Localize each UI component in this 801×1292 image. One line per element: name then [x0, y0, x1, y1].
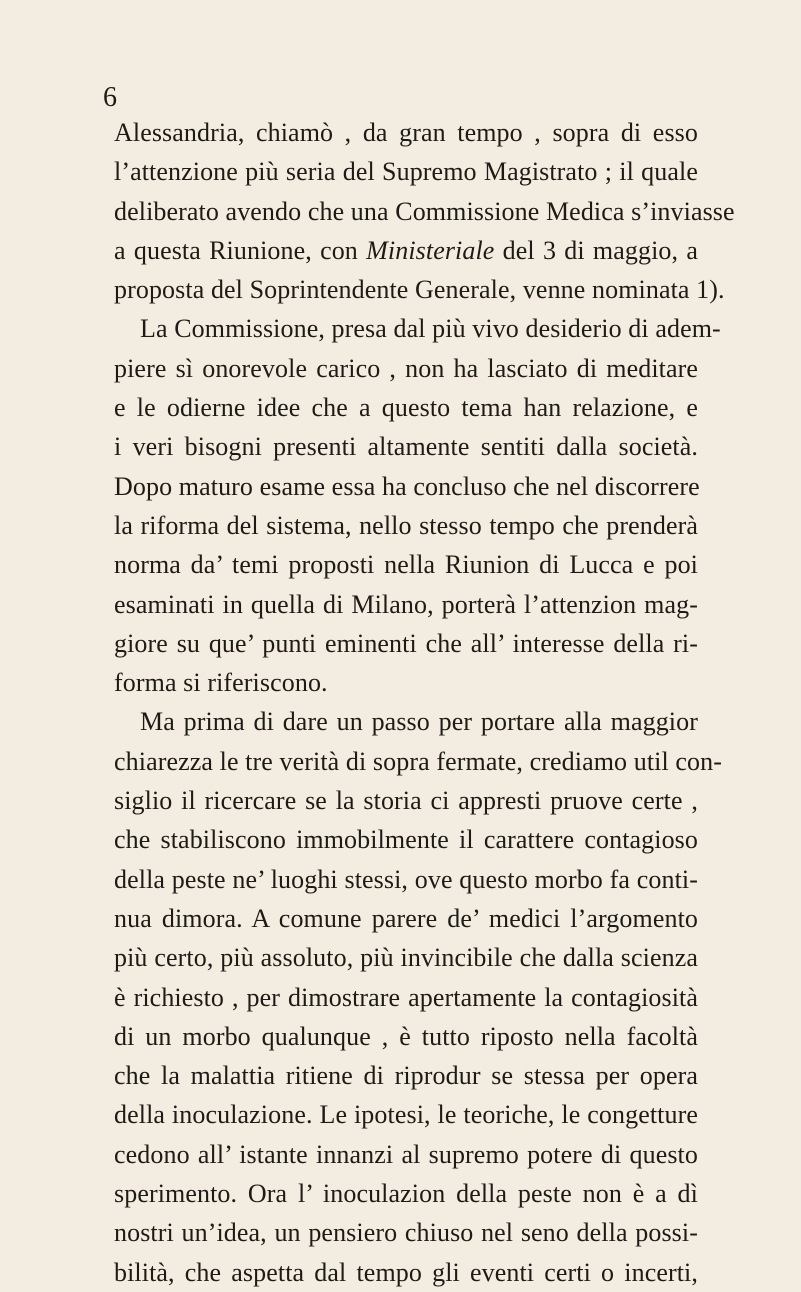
text-line: proposta del Soprintendente Generale, venne nominata 1). — [114, 275, 725, 305]
text-line: e le odierne idee che a questo tema han relazione, e — [114, 393, 698, 423]
text-line: La Commissione, presa dal più vivo desiderio di adem- — [140, 314, 721, 344]
text-line-segment: a questa Riunione, con — [114, 235, 367, 265]
text-line: della inoculazione. Le ipotesi, le teoriche, le congetture — [114, 1100, 698, 1130]
page-number: 6 — [103, 82, 117, 113]
text-line: bilità, che aspetta dal tempo gli eventi certi o incerti, — [114, 1257, 698, 1287]
text-line: cedono all’ istante innanzi al supremo potere di questo — [114, 1139, 698, 1169]
text-line: che stabiliscono immobilmente il carattere contagioso — [114, 825, 698, 855]
text-line: Alessandria, chiamò , da gran tempo , sopra di esso — [114, 118, 698, 147]
text-line: Dopo maturo esame essa ha concluso che nel discorrere — [114, 471, 700, 501]
text-line: esaminati in quella di Milano, porterà l’attenzion mag- — [114, 589, 698, 619]
text-line: norma da’ temi proposti nella Riunion di Lucca e poi — [114, 550, 698, 580]
text-line: deliberato avendo che una Commissione Medica s’inviasse — [114, 196, 735, 226]
text-line-segment: del 3 di maggio, a — [494, 235, 698, 265]
text-line: sperimento. Ora l’ inoculazion della peste non è a dì — [114, 1179, 698, 1209]
text-line: della peste ne’ luoghi stessi, ove questo morbo fa conti- — [114, 864, 698, 894]
italic-word: Ministeriale — [366, 235, 495, 265]
text-line: di un morbo qualunque , è tutto riposto nella facoltà — [114, 1021, 698, 1051]
text-line: la riforma del sistema, nello stesso tempo che prenderà — [114, 510, 698, 540]
text-line: siglio il ricercare se la storia ci appresti pruove certe , — [114, 786, 698, 816]
text-line: giore su que’ punti eminenti che all’ interesse della ri- — [114, 628, 698, 658]
body-text — [114, 113, 735, 1292]
text-line: Ma prima di dare un passo per portare alla maggior — [140, 707, 698, 737]
text-line: nua dimora. A comune parere de’ medici l’argomento — [114, 903, 698, 933]
text-line: che la malattia ritiene di riprodur se stessa per opera — [114, 1061, 698, 1091]
text-line — [114, 231, 698, 270]
text-line: è richiesto , per dimostrare apertamente la contagiosità — [114, 982, 698, 1012]
text-line: l’attenzione più seria del Supremo Magistrato ; il quale — [114, 157, 698, 187]
text-line: forma si riferiscono. — [114, 668, 328, 698]
text-line: piere sì onorevole carico , non ha lasciato di meditare — [114, 353, 698, 383]
text-line: nostri un’idea, un pensiero chiuso nel seno della possi- — [114, 1218, 698, 1248]
text-line: più certo, più assoluto, più invincibile che dalla scienza — [114, 943, 698, 973]
text-line: chiarezza le tre verità di sopra fermate, crediamo util con- — [114, 746, 723, 776]
text-line: i veri bisogni presenti altamente sentiti dalla società. — [114, 432, 698, 462]
